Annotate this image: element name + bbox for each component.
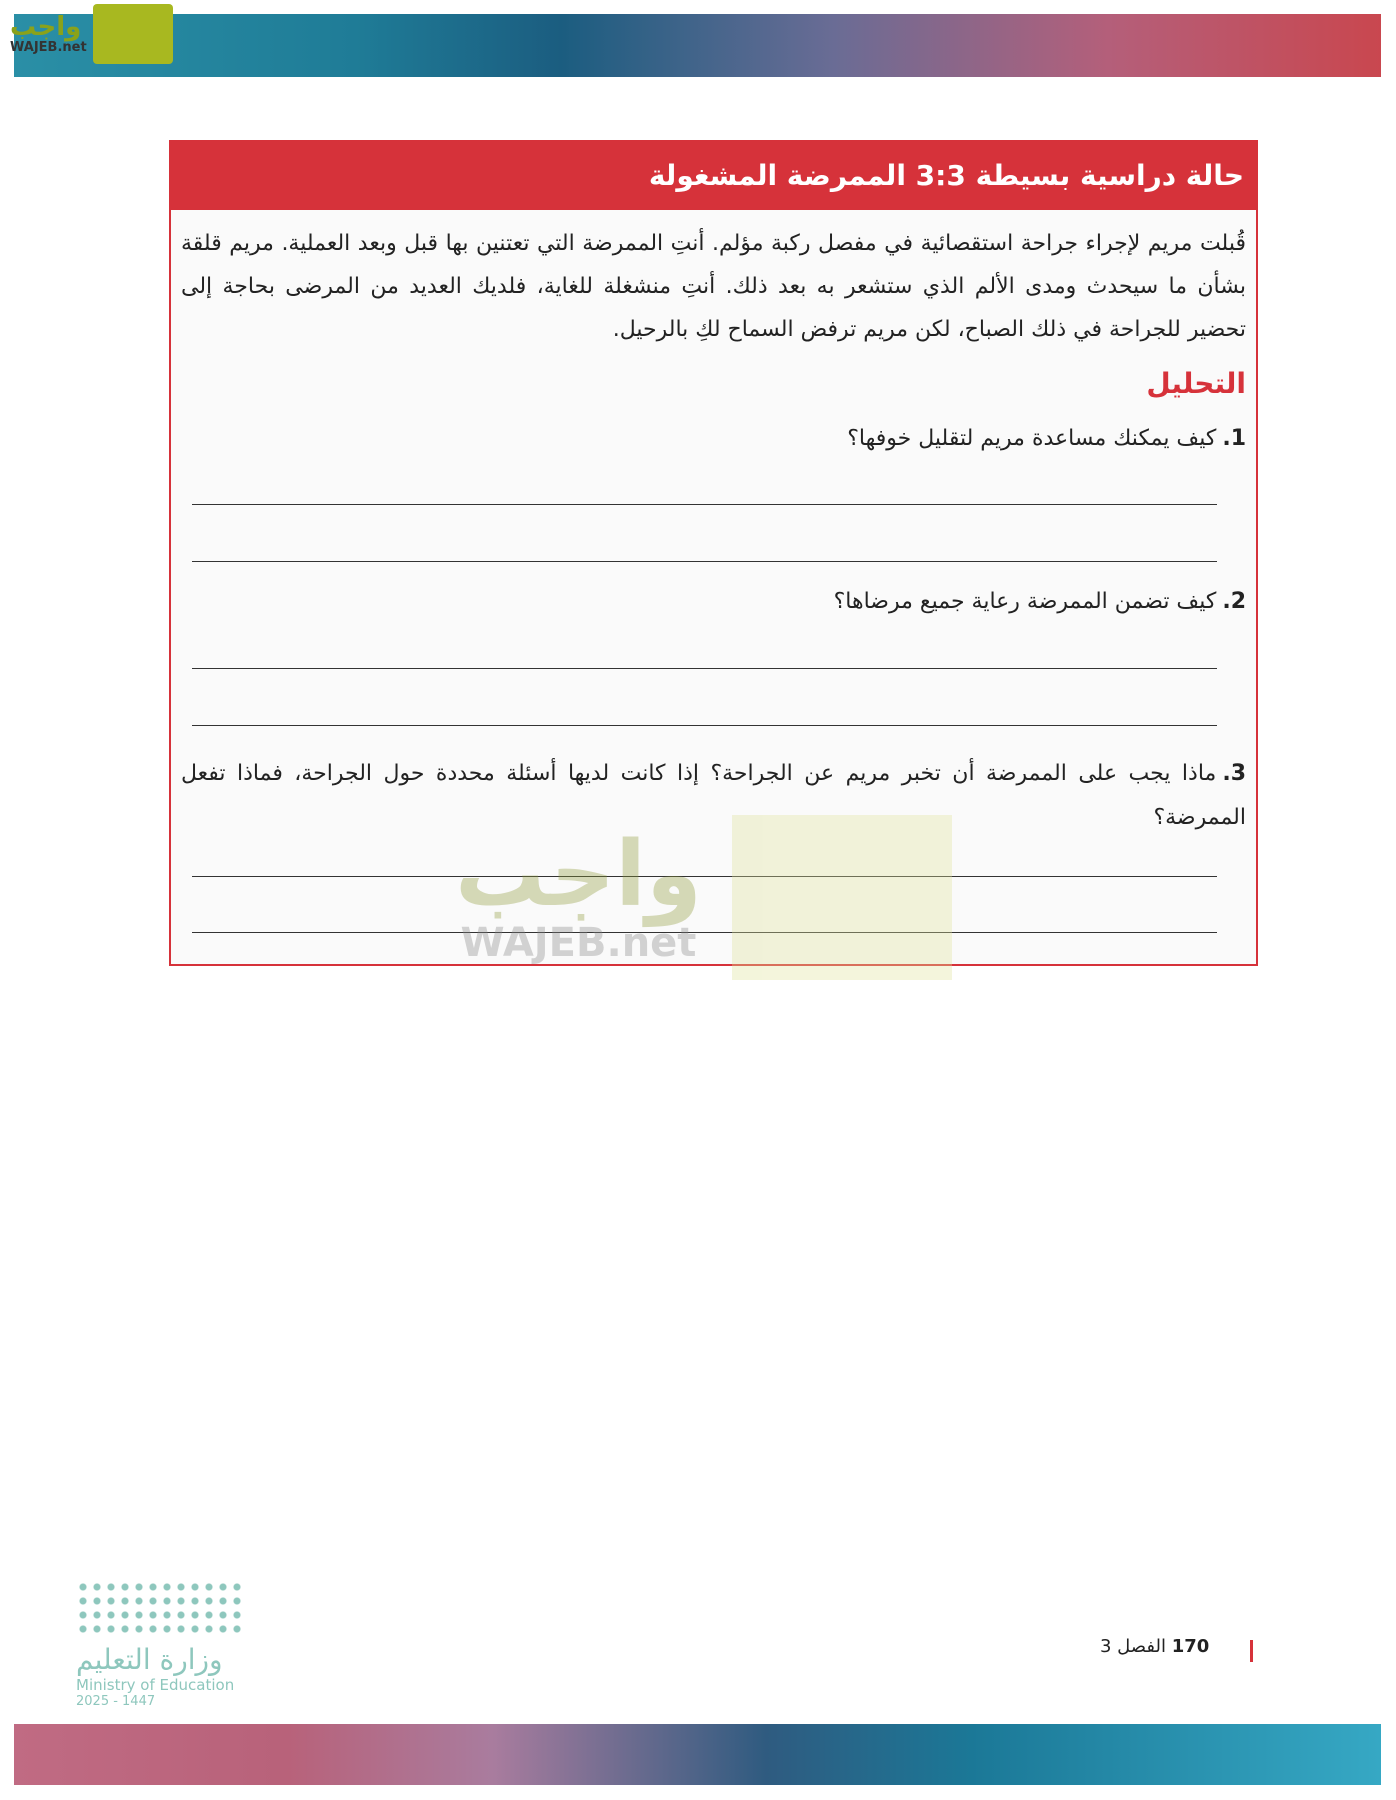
answer-line[interactable]: [192, 561, 1217, 562]
logo-text: واجب: [10, 11, 82, 42]
ministry-logo: وزارة التعليم Ministry of Education 2025 - 1447: [76, 1580, 241, 1709]
answer-line[interactable]: [192, 932, 1217, 933]
case-study-box: [169, 140, 1258, 966]
question-3: 3.ماذا يجب على الممرضة أن تخبر مريم عن الجراحة؟ إذا كانت لديها أسئلة محددة حول الجراحة، فماذا تفعل الممرضة؟: [181, 761, 1246, 830]
answer-line[interactable]: [192, 668, 1217, 669]
page-footer: [1100, 1636, 1209, 1657]
question-2: 2.كيف تضمن الممرضة رعاية جميع مرضاها؟: [833, 589, 1246, 614]
answer-line[interactable]: [192, 504, 1217, 505]
case-study-title: حالة دراسية بسيطة 3:3 الممرضة المشغولة: [171, 142, 1256, 210]
book-icon: [93, 4, 173, 64]
chapter-label: الفصل 3: [1100, 1636, 1167, 1657]
answer-line[interactable]: [192, 725, 1217, 726]
page-number: 170: [1171, 1636, 1210, 1657]
bottom-banner: [14, 1724, 1381, 1785]
case-paragraph: قُبلت مريم لإجراء جراحة استقصائية في مفصل ركبة مؤلم. أنتِ الممرضة التي تعتنين بها قبل وبعد العملية. مريم قلقة بشأن ما سيحدث ومدى الألم الذي ستشعر به بعد ذلك. أنتِ منشغلة للغاية، فلديك العديد من المرضى بحاجة إلى تحضير للجراحة في ذلك الصباح، لكن مريم ترفض السماح لكِ بالرحيل.: [181, 231, 1246, 342]
footer-divider: [1250, 1640, 1253, 1662]
wajeb-logo: [10, 4, 173, 64]
answer-line[interactable]: [192, 876, 1217, 877]
logo-en: WAJEB.net: [10, 39, 87, 55]
wajeb-watermark: واجب WAJEB.net: [455, 815, 952, 980]
analysis-heading: التحليل: [1146, 367, 1246, 400]
question-1: 1.كيف يمكنك مساعدة مريم لتقليل خوفها؟: [847, 426, 1246, 451]
top-banner: [14, 14, 1381, 77]
